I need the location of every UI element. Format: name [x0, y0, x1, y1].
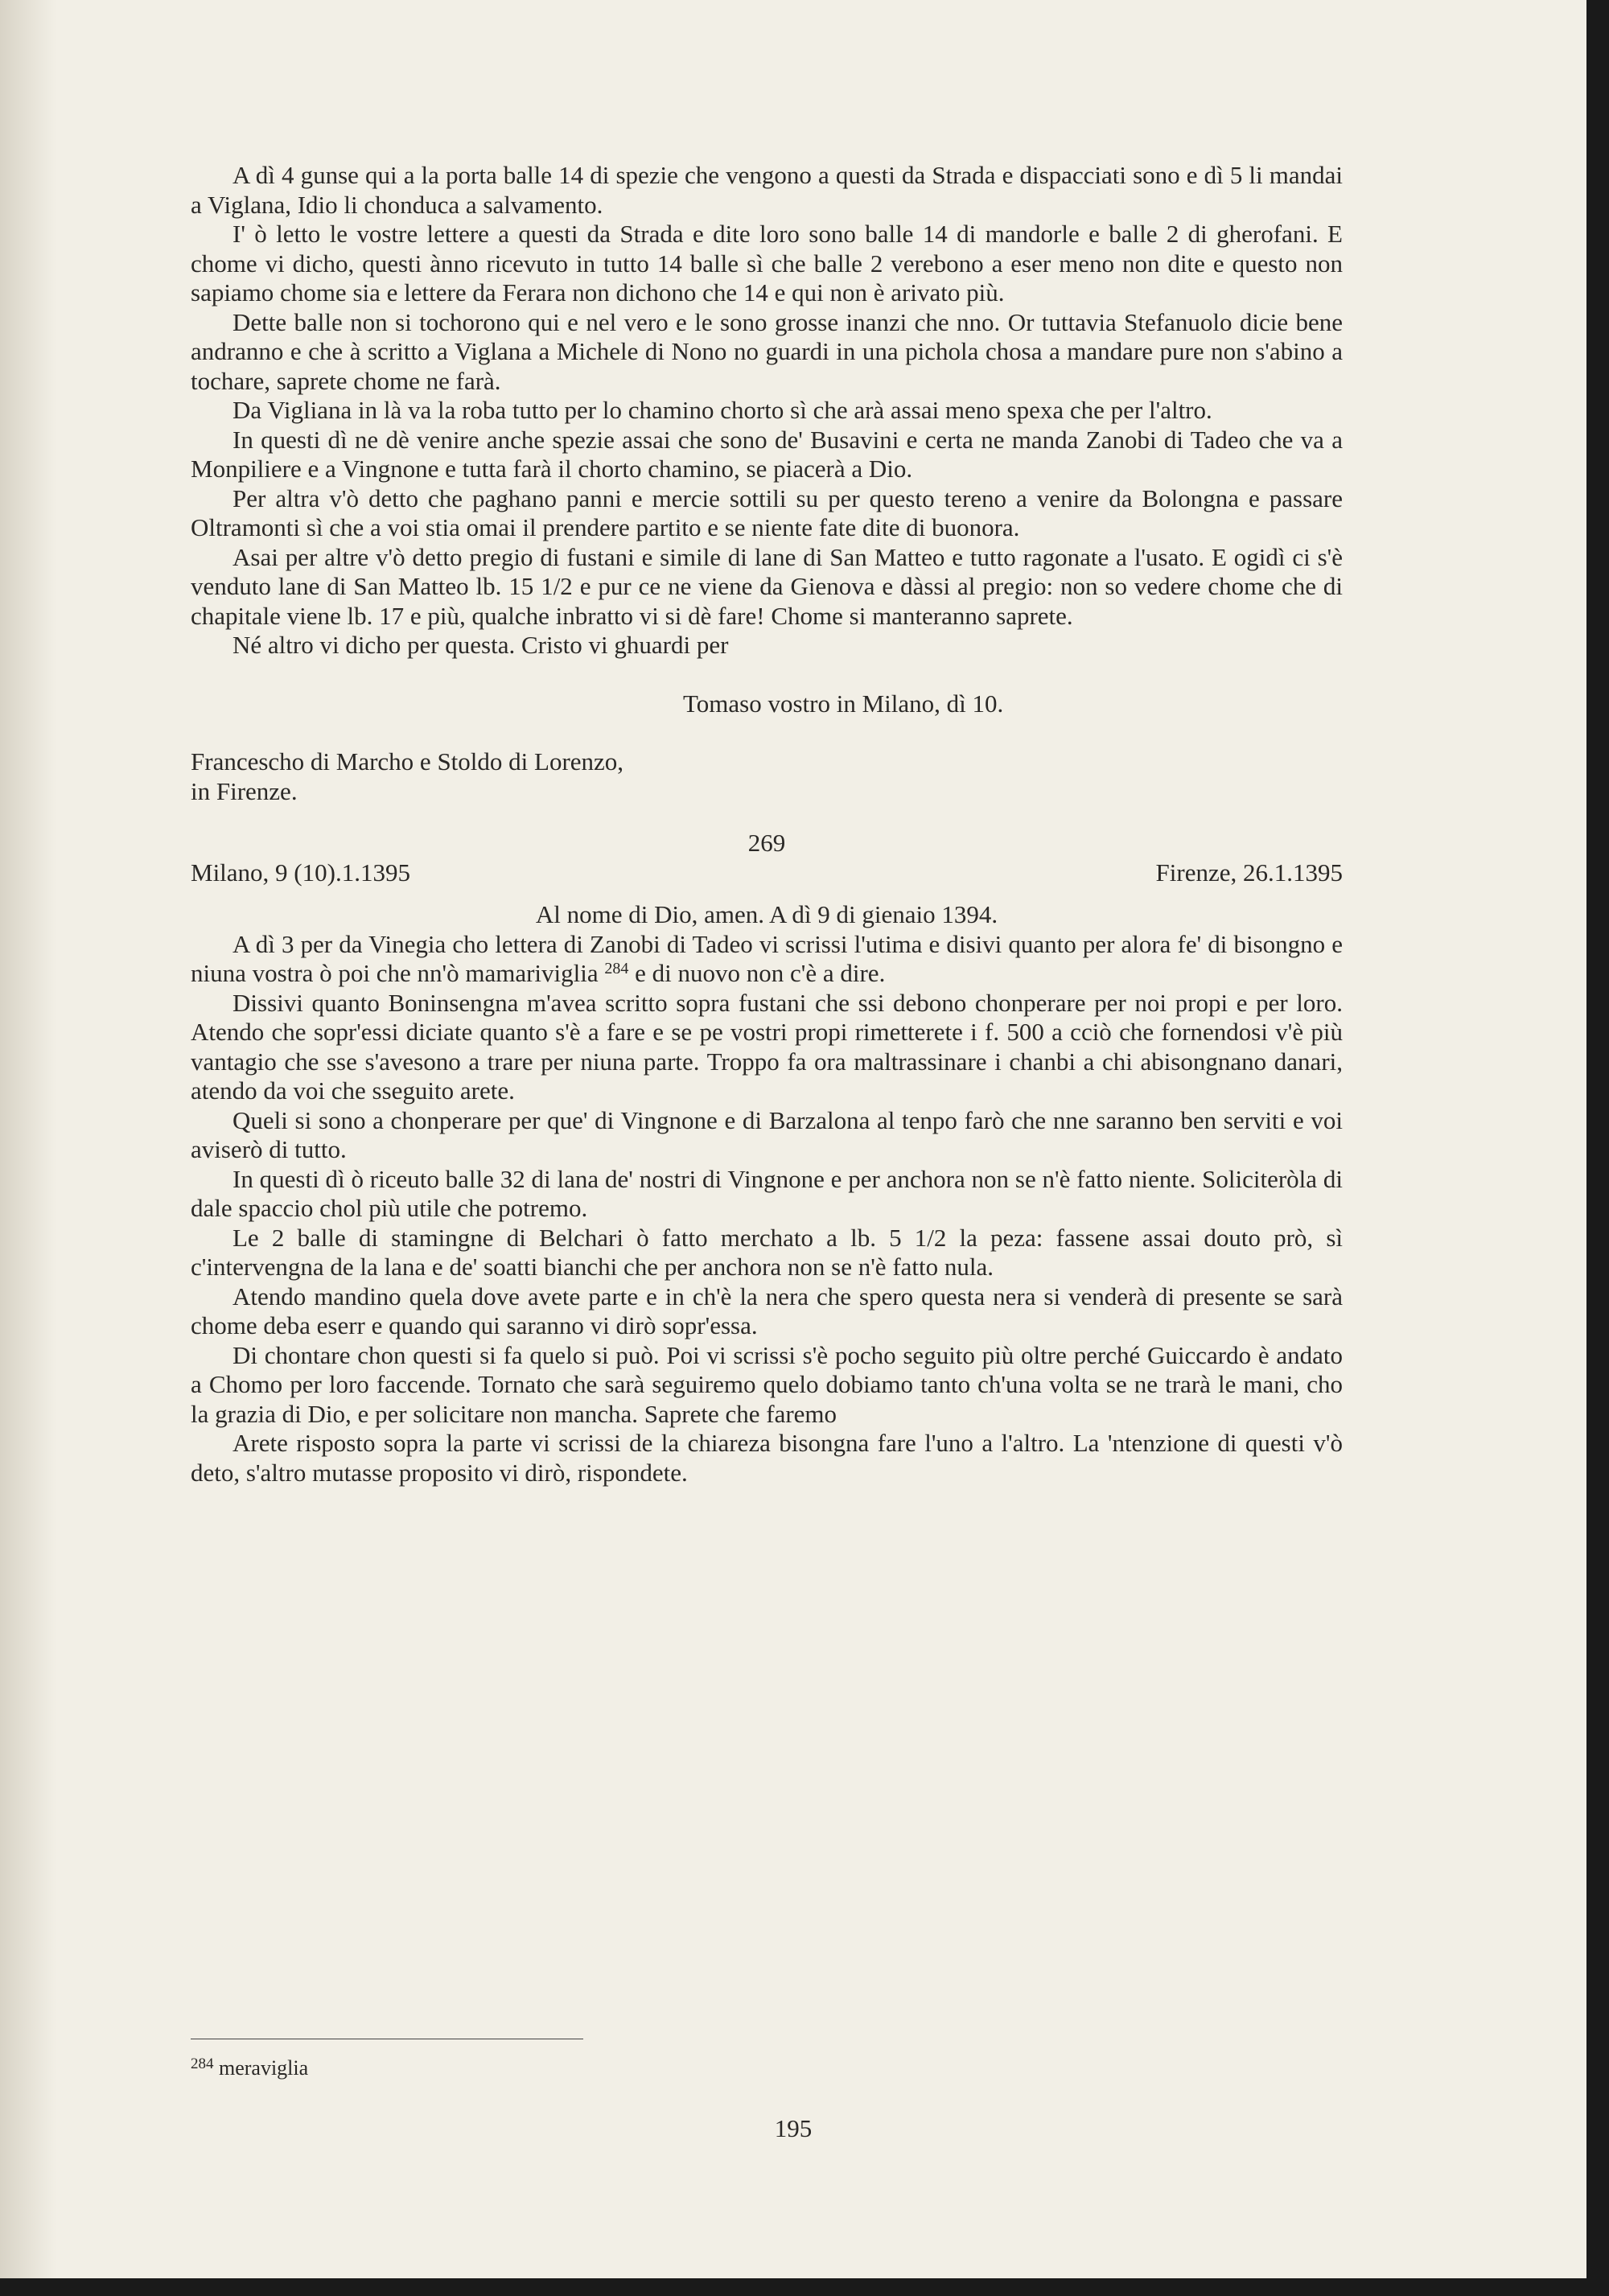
footnote — [191, 2056, 308, 2080]
paragraph: Da Vigliana in là va la roba tutto per lo chamino chorto sì che arà assai meno spexa che per l'altro. — [233, 396, 1212, 424]
letter-signature: Tomaso vostro in Milano, dì 10. — [683, 689, 1004, 718]
paragraph: Le 2 balle di stamingne di Belchari ò fatto merchato a lb. 5 1/2 la peza: fassene assai douto prò, sì c'intervengna de la lana e de' soatti bianchi che per anchora non se n'è fatto nula. — [191, 1223, 1343, 1281]
letter-opening: Al nome di Dio, amen. A dì 9 di gienaio 1394. — [535, 900, 998, 928]
date-line — [191, 858, 1343, 888]
address-line: in Firenze. — [191, 776, 298, 805]
main-text — [191, 161, 1343, 1487]
paragraph: I' ò letto le vostre lettere a questi da Strada e dite loro sono balle 14 di mandorle e balle 2 di gherofani. E chome vi dicho, questi ànno ricevuto in tutto 14 balle sì che balle 2 verebono a eser meno non dite e questo non sapiamo chome sia e lettere da Ferara non dichono che 14 e qui non è arivato più. — [191, 220, 1343, 307]
paragraph: Arete risposto sopra la parte vi scrissi de la chiareza bisongna fare l'uno a l'altro. La 'ntenzione di questi v'ò deto, s'altro mutasse proposito vi dirò, rispondete. — [191, 1429, 1343, 1487]
paragraph: In questi dì ò riceuto balle 32 di lana de' nostri di Vingnone e per anchora non se n'è fatto niente. Soliciteròla di dale spaccio chol più utile che potremo. — [191, 1164, 1343, 1222]
paragraph: In questi dì ne dè venire anche spezie assai che sono de' Busavini e certa ne manda Zanobi di Tadeo che va a Monpiliere e a Vingnone e tutta farà il chorto chamino, se piacerà a Dio. — [191, 425, 1343, 483]
date-origin: Milano, 9 (10).1.1395 — [191, 858, 410, 887]
footnote-text: meraviglia — [219, 2056, 309, 2080]
address-line: Francescho di Marcho e Stoldo di Lorenzo, — [191, 747, 624, 776]
paragraph: Di chontare chon questi si fa quelo si può. Poi vi scrissi s'è pocho seguito più oltre perché Guiccardo è andato a Chomo per loro faccende. Tornato che sarà seguiremo quelo dobiamo tanto ch'una volta se ne trarà le mani, cho la grazia di Dio, e per solicitare non mancha. Saprete che faremo — [191, 1340, 1343, 1428]
letter-number: 269 — [747, 829, 786, 857]
page-number: 195 — [774, 2114, 813, 2142]
page-gutter-shadow — [0, 0, 56, 2278]
footnote-reference: 284 — [604, 960, 629, 977]
paragraph-text: e di nuovo non c'è a dire. — [635, 959, 886, 987]
paragraph: Queli si sono a chonperare per que' di Vingnone e di Barzalona al tenpo farò che nne saranno ben serviti e voi aviserò di tutto. — [191, 1105, 1343, 1163]
paragraph: Atendo mandino quela dove avete parte e in ch'è la nera che spero questa nera si venderà di presente se sarà chome deba eserr e quando qui saranno vi dirò sopr'essa. — [191, 1282, 1343, 1339]
paragraph-text: A dì 3 per da Vinegia cho lettera di Zanobi di Tadeo vi scrissi l'utima e disivi quanto per alora fe' di bisongno e niuna vostra ò poi che nn'ò mamariviglia — [191, 929, 1343, 987]
paragraph: Né altro vi dicho per questa. Cristo vi ghuardi per — [233, 631, 729, 659]
date-received: Firenze, 26.1.1395 — [1155, 858, 1343, 887]
paragraph: Asai per altre v'ò detto pregio di fustani e simile di lane di San Matteo e tutto ragonate a l'usato. E ogidì ci s'è venduto lane di San Matteo lb. 15 1/2 e pur ce ne viene da Gienova e dàssi al pregio: non so vedere chome che di chapitale viene lb. 17 e più, qualche inbratto vi si dè fare! Chome si manteranno saprete. — [191, 542, 1343, 630]
paragraph: Per altra v'ò detto che paghano panni e mercie sottili su per questo tereno a venire da Bolongna e passare Oltramonti sì che a voi stia omai il prendere partito e se niente fate dite di buonora. — [191, 483, 1343, 541]
footnote-number: 284 — [191, 2055, 214, 2072]
paragraph: A dì 4 gunse qui a la porta balle 14 di spezie che vengono a questi da Strada e dispacciati sono e dì 5 li mandai a Viglana, Idio li chonduca a salvamento. — [191, 161, 1343, 219]
paragraph — [191, 930, 1343, 989]
paragraph: Dissivi quanto Boninsengna m'avea scritto sopra fustani che ssi debono chonperare per noi propi e per loro. Atendo che sopr'essi diciate quanto s'è a fare e se pe vostri propi rimetterete i f. 500 a cciò che fornendosi v'è più vantagio che sse s'avesono a trare per niuna parte. Troppo fa ora maltrassinare i chanbi a chi abisongnano danari, atendo da voi che sseguito arete. — [191, 988, 1343, 1105]
paragraph: Dette balle non si tochorono qui e nel vero e le sono grosse inanzi che nno. Or tuttavia Stefanuolo dicie bene andranno e che à scritto a Viglana a Michele di Nono no guardi in una pichola chosa a mandare pure non s'abino a tochare, saprete chome ne farà. — [191, 307, 1343, 395]
